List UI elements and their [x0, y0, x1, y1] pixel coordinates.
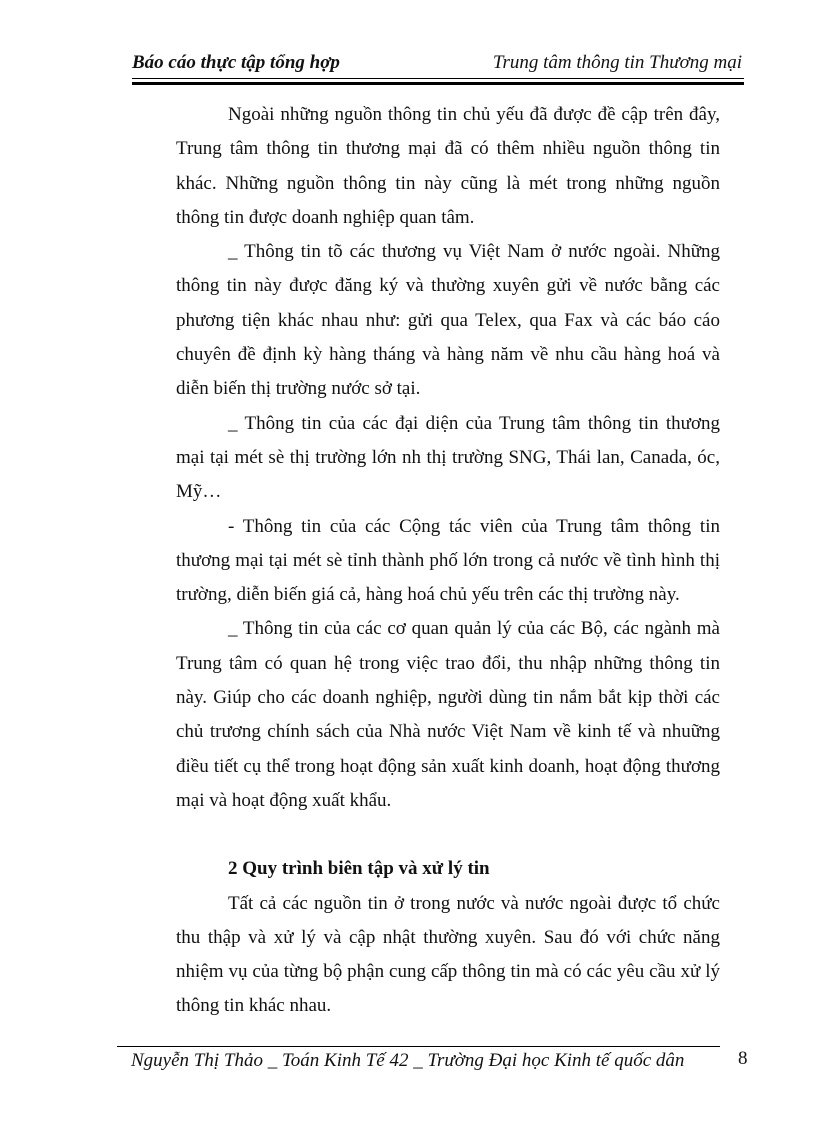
- footer-divider: [117, 1046, 720, 1047]
- header-report-title: Báo cáo thực tập tổng hợp: [132, 52, 340, 73]
- page-header: [132, 52, 742, 78]
- paragraph-representatives: _ Thông tin của các đại diện của Trung tâm thông tin thương mại tại mét sè thị trường lớn nh thị trường SNG, Thái lan, Canada, óc, Mỹ…: [176, 412, 720, 503]
- paragraph-ministries: _ Thông tin của các cơ quan quản lý của các Bộ, các ngành mà Trung tâm có quan hệ trong việc trao đổi, thu nhập những thông tin này. Giúp cho các doanh nghiệp, người dùng tin nắm bắt kịp thời các chủ trương chính sách của Nhà nước Việt Nam về kinh tế và nhuững điều tiết cụ thể trong hoạt động sản xuất kinh doanh, hoạt động thương mại và hoạt động xuất khẩu.: [176, 618, 720, 811]
- paragraph-trade-offices: _ Thông tin tõ các thương vụ Việt Nam ở nước ngoài. Những thông tin này được đăng ký và thường xuyên gửi về nước bằng các phương tiện khác nhau như: gửi qua Telex, qua Fax và các báo cáo chuyên đề định kỳ hàng tháng và hàng năm về nhu cầu hàng hoá và diễn biến thị trường nước sở tại.: [176, 241, 720, 400]
- paragraph-collaborators: - Thông tin của các Cộng tác viên của Trung tâm thông tin thương mại tại mét sè tỉnh thành phố lớn trong cả nước về tình hình thị trường, diễn biến giá cả, hàng hoá chủ yếu trên các thị trường này.: [176, 515, 720, 606]
- section-heading: 2 Quy trình biên tập và xử lý tin: [228, 858, 490, 880]
- header-organization: Trung tâm thông tin Thương mại: [492, 52, 742, 73]
- page-number: 8: [738, 1048, 748, 1069]
- spacer: [176, 818, 720, 852]
- paragraph-intro: Ngoài những nguồn thông tin chủ yếu đã được đề cập trên đây, Trung tâm thông tin thương mại đã có thêm nhiều nguồn thông tin khác. Những nguồn thông tin này cũng là mét trong những nguồn thông tin được doanh nghiệp quan tâm.: [176, 104, 720, 228]
- header-divider: [132, 78, 744, 79]
- header-divider-thick: [132, 82, 744, 85]
- document-body: [176, 98, 720, 1024]
- section-paragraph: Tất cả các nguồn tin ở trong nước và nước ngoài được tổ chức thu thập và xử lý và cập nhật thường xuyên. Sau đó với chức năng nhiệm vụ của từng bộ phận cung cấp thông tin mà có các yêu cầu xử lý thông tin khác nhau.: [176, 892, 720, 1017]
- footer-author: Nguyễn Thị Thảo _ Toán Kinh Tế 42 _ Trường Đại học Kinh tế quốc dân: [131, 1050, 685, 1071]
